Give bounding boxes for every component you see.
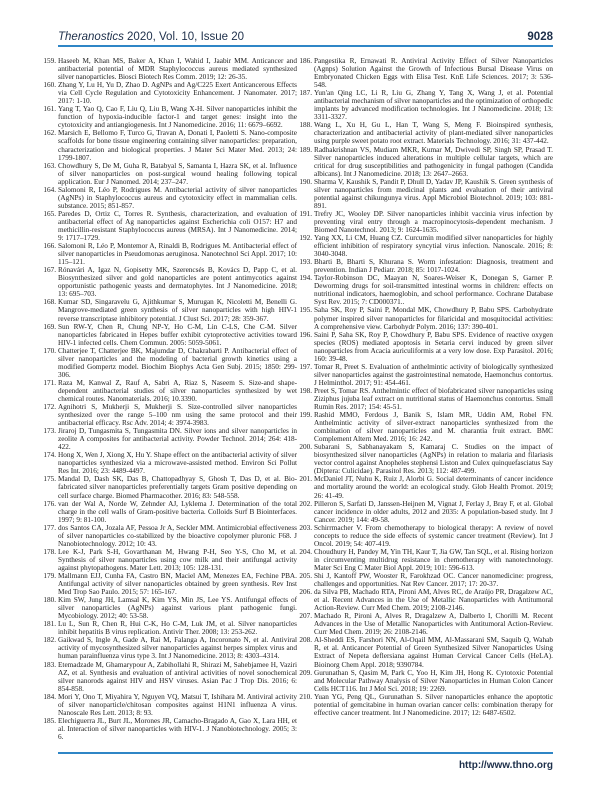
reference-text: Yang XX, Li CM, Huang CZ. Curcumin modified silver nanoparticles for highly efficient inhibition of respiratory syncytial virus infection. Nanoscale. 2016; 8: 3040-3048. (314, 234, 553, 259)
reference-number: 174. (43, 451, 56, 460)
reference-text: Bharti B, Bharti S, Khurana S. Worm infestation: Diagnosis, treatment and prevention. Indian J Pediatr. 2018; 85: 1017-1024. (314, 258, 553, 275)
reference-text: Subarani S, Sabhanayakam S, Kamaraj C. Studies on the impact of biosynthesized silver nanoparticles (AgNPs) in relation to malaria and filariasis vector control against Anopheles stephensi Liston and Culex quinquefasciatus Say (Diptera: Culicidae). Parasitol Res. 2013; 112: 487-499. (314, 443, 553, 476)
reference-number: 206. (299, 588, 312, 597)
reference-item (298, 572, 553, 588)
reference-text: Preet S, Tomar RS. Anthelmintic effect of biofabricated silver nanoparticles using Ziziphus jujuba leaf extract on nutritional status of Haemonchus contortus. Small Rumin Res. 2017; 154: 45-51. (314, 386, 553, 412)
reference-number: 184. (43, 692, 56, 701)
journal-name: Theranostics (58, 31, 124, 43)
reference-item (298, 146, 553, 178)
reference-text: Schirrmacher V. From chemotherapy to biological therapy: A review of novel concepts to reduce the side effects of systemic cancer treatment (Review). Int J Oncol. 2019; 54: 407-419. (314, 523, 553, 548)
reference-item (42, 693, 297, 717)
reference-text: Chowdhury S, De M, Guha R, Batabyal S, Samanta I, Hazra SK, et al. Influence of silver nanoparticles on post-surgical wound healing following topical application. Eur J Nanomed. 2014; 237–247. (58, 161, 297, 186)
reference-number: 188. (299, 121, 312, 130)
reference-number: 165. (43, 209, 56, 218)
reference-item (298, 475, 553, 499)
reference-number: 198. (299, 386, 312, 395)
reference-text: Marsich E, Bellomo F, Turco G, Travan A, Donati I, Paoletti S. Nano-composite scaffolds for bone tissue engineering containing silver nanoparticles: preparation, characterization and biological properties. J Mater Sci Mater Med. 2013; 24: 1799-1807. (58, 129, 297, 162)
reference-text: Salomoni R, Léo P, Montemor A, Rinaldi B, Rodrigues M. Antibacterial effect of silver nanoparticles in Pseudomonas aeruginosa. Nanotechnol Sci Appl. 2017; 10: 115–121. (58, 242, 297, 267)
reference-item (298, 306, 553, 330)
reference-item (42, 298, 297, 322)
reference-text: van der Wal A, Norde W, Zehnder AJ, Lyklema J. Determination of the total charge in the cell walls of Gram-positive bacteria. Colloids Surf B Biointerfaces. 1997; 9: 81-100. (58, 499, 297, 524)
reference-text: Taylor-Robinson DC, Maayan N, Soares-Weiser K, Donegan S, Garner P. Deworming drugs for soil-transmitted intestinal worms in children: effects on nutritional indicators, haemoglobin, and school performance. Cochrane Database Syst Rev. 2015; 7: CD000371.. (314, 274, 553, 307)
reference-item (298, 636, 553, 668)
reference-text: Chatterjee T, Chatterjee BK, Majumdar D, Chakrabarti P. Antibacterial effect of silver nanoparticles and the modeling of bacterial growth kinetics using a modified Gompertz model. Biochim Biophys Acta Gen Subj. 2015; 1850: 299-306. (58, 346, 297, 379)
reference-item (298, 588, 553, 612)
reference-item (298, 258, 553, 274)
reference-item (42, 427, 297, 451)
reference-number: 210. (299, 692, 312, 701)
reference-number: 196. (299, 330, 312, 339)
reference-number: 180. (43, 596, 56, 605)
reference-item (42, 620, 297, 636)
journal-title (58, 31, 244, 43)
reference-number: 167. (43, 266, 56, 275)
reference-number: 164. (43, 185, 56, 194)
reference-text: Pangestika R, Ernawati R. Antiviral Activity Effect of Silver Nanoparticles (Agnps) Solution Against the Growth of Infectious Bursal Disease Virus on Embryonated Chicken Eggs with Elisa Test. KnE Life Sciences. 2017; 3: 536-548. (314, 57, 553, 90)
reference-text: Hong X, Wen J, Xiong X, Hu Y. Shape effect on the antibacterial activity of silver nanoparticles synthesized via a microwave-assisted method. Environ Sci Pollut Res Int. 2016; 23: 4489-4497. (58, 451, 297, 476)
reference-item (298, 121, 553, 145)
page-number: 9028 (527, 31, 553, 43)
reference-number: 172. (43, 403, 56, 412)
reference-item (42, 475, 297, 499)
journal-volume-issue: 2020, Vol. 10, Issue 20 (123, 31, 245, 43)
reference-text: Wang L, Xu H, Gu L, Han T, Wang S, Meng F. Bioinspired synthesis, characterization and antibacterial activity of plant-mediated silver nanoparticles using purple sweet potato root extract. Materials Technology. 2016; 31: 437-442. (314, 121, 553, 146)
reference-number: 201. (299, 475, 312, 484)
reference-text: Kim SW, Jung JH, Lamsal K, Kim YS, Min JS, Lee YS. Antifungal effects of silver nanoparticles (AgNPs) against various plant pathogenic fungi. Mycobiology. 2012; 40: 53-58. (58, 596, 297, 621)
reference-text: Rónavári A, Igaz N, Gopisetty MK, Szerencsés B, Kovács D, Papp C, et al. Biosynthesized silver and gold nanoparticles are potent antimycotics against opportunistic pathogenic yeasts and dermatophytes. Int J Nanomedicine. 2018; 13: 695–703. (58, 266, 297, 299)
reference-number: 202. (299, 499, 312, 508)
reference-item (42, 266, 297, 298)
reference-text: Lu L, Sun R, Chen R, Hui C-K, Ho C-M, Luk JM, et al. Silver nanoparticles inhibit hepatitis B virus replication. Antivir Ther. 2008; 13: 253-262. (58, 620, 297, 637)
reference-number: 183. (43, 660, 56, 669)
reference-number: 193. (299, 258, 312, 267)
reference-number: 199. (299, 411, 312, 420)
reference-text: Choudhury H, Pandey M, Yin TH, Kaur T, Jia GW, Tan SQL, et al. Rising horizon in circumventing multidrug resistance in chemotherapy with nanotechnology. Mater Sci Eng C Mater Biol Appl. 2019; 101: 596-613. (314, 547, 553, 572)
reference-text: Paredes D, Ortiz C, Torres R. Synthesis, characterization, and evaluation of antibacterial effect of Ag nanoparticles against Escherichia coli O157: H7 and methicillin-resistant Staphylococcus aureus (MRSA). Int J Nanomedicine. 2014; 9: 1717–1729. (58, 209, 297, 243)
reference-number: 175. (43, 475, 56, 484)
reference-number: 181. (43, 620, 56, 629)
reference-text: dos Santos CA, Jozala AF, Pessoa Jr A, Seckler MM. Antimicrobial effectiveness of silver nanoparticles co-stabilized by the bioactive copolymer pluronic F68. J Nanobiotechnology. 2012; 10: 43. (58, 523, 297, 548)
reference-item (298, 612, 553, 636)
reference-item (42, 717, 297, 741)
reference-number: 185. (43, 716, 56, 725)
reference-item (42, 572, 297, 596)
reference-text: Mallmann EJJ, Cunha FA, Castro BN, Maciel AM, Menezes EA, Fechine PBA. Antifungal activity of silver nanoparticles obtained by green synthesis. Rev Inst Med Trop Sao Paulo. 2015; 57: 165-167. (58, 572, 297, 597)
reference-item (298, 331, 553, 363)
reference-item (298, 524, 553, 548)
reference-text: Tomar R, Preet S. Evaluation of anthelmintic activity of biologically synthesized silver nanoparticles against the gastrointestinal nematode, Haemonchus contortus. J Helminthol. 2017; 91: 454-461. (314, 362, 553, 387)
reference-text: Trefry JC, Wooley DP. Silver nanoparticles inhibit vaccinia virus infection by preventing viral entry through a macropinocytosis-dependent mechanism. J Biomed Nanotechnol. 2013; 9: 1624-1635. (314, 209, 553, 234)
reference-item (298, 411, 553, 443)
reference-number: 197. (299, 362, 312, 371)
reference-number: 203. (299, 523, 312, 532)
journal-url-link[interactable]: http://www.thno.org (458, 760, 553, 771)
references-right-column (298, 57, 553, 717)
reference-number: 161. (43, 105, 56, 114)
reference-text: Lee K-J, Park S-H, Govarthanan M, Hwang P-H, Seo Y-S, Cho M, et al. Synthesis of silver nanoparticles using cow milk and their antifungal activity against phytopathogens. Mater Lett. 2013; 105: 128-131. (58, 547, 297, 572)
reference-item (42, 500, 297, 524)
reference-item (298, 387, 553, 411)
reference-text: Raza M, Kanwal Z, Rauf A, Sabri A, Riaz S, Naseem S. Size-and shape-dependent antibacterial studies of silver nanoparticles synthesized by wet chemical routes. Nanomaterials. 2016; 10.3390. (58, 378, 297, 403)
header-divider (58, 45, 553, 47)
reference-number: 182. (43, 636, 56, 645)
reference-item (298, 363, 553, 387)
reference-number: 162. (43, 129, 56, 138)
reference-item (42, 162, 297, 186)
reference-number: 169. (43, 322, 56, 331)
reference-item (298, 57, 553, 89)
reference-text: Shi J, Kantoff PW, Wooster R, Farokhzad OC. Cancer nanomedicine: progress, challenges and opportunities. Nat Rev Cancer. 2017; 17: 20-37. (314, 572, 553, 589)
reference-item (42, 323, 297, 347)
reference-item (42, 81, 297, 105)
reference-item (42, 347, 297, 379)
reference-number: 191. (299, 209, 312, 218)
reference-number: 171. (43, 378, 56, 387)
reference-text: Salomoni R, Léo P, Rodrigues M. Antibacterial activity of silver nanoparticles (AgNPs) in Staphylococcus aureus and cytotoxicity effect in mammalian cells. substance. 2015; 851-857. (58, 185, 297, 210)
reference-number: 179. (43, 572, 56, 580)
reference-text: Rashid MMO, Ferdous J, Banik S, Islam MR, Uddin AM, Robel FN. Anthelmintic activity of silver-extract nanoparticles synthesized from the combination of silver nanoparticles and M. charantia fruit extract. BMC Complement Altern Med. 2016; 16: 242. (314, 411, 553, 444)
reference-item (42, 105, 297, 129)
reference-item (42, 661, 297, 693)
reference-number: 159. (43, 57, 56, 65)
reference-item (42, 129, 297, 161)
reference-item (42, 596, 297, 620)
reference-text: Gurunathan S, Qasim M, Park C, Yoo H, Kim JH, Hong K. Cytotoxic Potential and Molecular Pathway Analysis of Silver Nanoparticles in Human Colon Cancer Cells HCT116. Int J Mol Sci. 2018; 19: 2269. (314, 668, 553, 693)
reference-number: 186. (299, 57, 312, 65)
reference-text: Mori Y, Ono T, Miyahira Y, Nguyen VQ, Matsui T, Ishihara M. Antiviral activity of silver nanoparticle/chitosan composites against H1N1 influenza A virus. Nanoscale Res Lett. 2013; 8: 93. (58, 692, 297, 717)
reference-item (298, 210, 553, 234)
reference-item (42, 242, 297, 266)
reference-item (42, 186, 297, 210)
reference-text: McDaniel JT, Nuhu K, Ruiz J, Alorbi G. Social determinants of cancer incidence and mortality around the world: an ecological study. Glob Health Promot. 2019; 26: 41-49. (314, 475, 553, 500)
reference-text: Haseeb M, Khan MS, Baker A, Khan I, Wahid I, Jaabir MM. Anticancer and antibacterial potential of MDR Staphylococcus aureus mediated synthesized silver nanoparticles. Biosci Biotech Res Comm. 2019; 12: 26-35. (58, 57, 297, 82)
reference-text: Al-Sheddi ES, Farshori NN, Al-Oqail MM, Al-Massarani SM, Saquib Q, Wahab R, et al. Anticancer Potential of Green Synthesized Silver Nanoparticles Using Extract of Nepeta deflersiana against Human Cervical Cancer Cells (HeLA). Bioinorg Chem Appl. 2018; 9390784. (314, 636, 553, 669)
reference-item (298, 274, 553, 306)
reference-text: Sharma V, Kaushik S, Pandit P, Dhull D, Yadav JP, Kaushik S. Green synthesis of silver nanoparticles from medicinal plants and evaluation of their antiviral potential against chikungunya virus. Appl Microbiol Biotechnol. 2019; 103: 881-891. (314, 177, 553, 210)
reference-item (298, 693, 553, 717)
reference-number: 200. (299, 443, 312, 452)
reference-text: Etemadzade M, Ghamarypour A, Zabihollahi R, Shirazi M, Sahebjamee H, Vaziri AZ, et al. Synthesis and evaluation of antiviral activities of novel sonochemical silver nanorods against HIV and HSV viruses. Asian Pac J Trop Dis. 2016; 6: 854-858. (58, 660, 297, 693)
reference-number: 173. (43, 427, 56, 436)
reference-text: Pilleron S, Sarfati D, Janssen-Heijnen M, Vignat J, Ferlay J, Bray F, et al. Global cancer incidence in older adults, 2012 and 2035: A population-based study. Int J Cancer. 2019; 144: 49-58. (314, 499, 553, 524)
reference-number: 192. (299, 234, 312, 243)
reference-item (42, 451, 297, 475)
reference-text: Machado R, Pironi A, Alves R, Dragalzew A, Dalberto I, Chorilli M. Recent Advances in the Use of Metallic Nanoparticles with Antitumoral Action-Review. Curr Med Chem. 2019; 26: 2108-2146. (314, 612, 553, 637)
reference-number: 208. (299, 636, 312, 645)
reference-text: Saini P, Saha SK, Roy P, Chowdhury P, Babu SPS. Evidence of reactive oxygen species (ROS) mediated apoptosis in Setaria cervi induced by green silver nanoparticles from Acacia auriculiformis at a very low dose. Exp Parasitol. 2016; 160: 39-48. (314, 330, 553, 363)
reference-text: Radhakrishnan VS, Mudiam MKR, Kumar M, Dwivedi SP, Singh SP, Prasad T. Silver nanoparticles induced alterations in multiple cellular targets, which are critical for drug susceptibilities and pathogenicity in fungal pathogen (Candida albicans). Int J Nanomedicine. 2018; 13: 2647–2663. (314, 145, 553, 178)
reference-number: 187. (299, 89, 312, 98)
reference-item (42, 636, 297, 660)
reference-item (42, 210, 297, 242)
reference-number: 209. (299, 668, 312, 677)
reference-number: 168. (43, 298, 56, 307)
reference-text: Gaikwad S, Ingle A, Gade A, Rai M, Falanga A, Incoronato N, et al. Antiviral activity of mycosynthesized silver nanoparticles against herpes simplex virus and human parainfluenza virus type 3. Int J Nanomedicine. 2013; 8: 4303–4314. (58, 636, 297, 661)
page-header (58, 31, 553, 45)
reference-number: 194. (299, 274, 312, 283)
reference-text: Agnihotri S, Mukherji S, Mukherji S. Size-controlled silver nanoparticles synthesized over the range 5–100 nm using the same protocol and their antibacterial efficacy. Rsc Adv. 2014; 4: 3974-3983. (58, 403, 297, 428)
reference-text: Zhang Y, Lu H, Yu D, Zhao D. AgNPs and Ag/C225 Exert Anticancerous Effects via Cell Cycle Regulation and Cytotoxicity Enhancement. J Nanomater. 2017; 2017: 1-10. (58, 81, 297, 106)
reference-number: 163. (43, 161, 56, 170)
reference-text: Kumar SD, Singaravelu G, Ajithkumar S, Murugan K, Nicoletti M, Benelli G. Mangrove-mediated green synthesis of silver nanoparticles with high HIV-1 reverse transcriptase inhibitory potential. J Clust Sci. 2017; 28: 359-367. (58, 298, 297, 323)
reference-number: 190. (299, 177, 312, 186)
reference-number: 189. (299, 145, 312, 154)
reference-number: 178. (43, 547, 56, 556)
reference-text: Yun'an Qing LC, Li R, Liu G, Zhang Y, Tang X, Wang J, et al. Potential antibacterial mechanism of silver nanoparticles and the optimization of orthopedic implants by advanced modification technologies. Int J Nanomedicine. 2018; 13: 3311-3327. (314, 89, 553, 122)
reference-text: Mandal D, Dash SK, Das B, Chattopadhyay S, Ghosh T, Das D, et al. Bio-fabricated silver nanoparticles preferentially targets Gram positive depending on cell surface charge. Biomed Pharmacother. 2016; 83: 548-558. (58, 475, 297, 500)
reference-text: da Silva PB, Machado RTA, Pironi AM, Alves RC, de Araújo PR, Dragalzew AC, et al. Recent Advances in the Use of Metallic Nanoparticles with Antitumoral Action-Review. Curr Med Chem. 2019; 2108-2146. (314, 588, 553, 613)
reference-number: 176. (43, 499, 56, 508)
reference-number: 170. (43, 346, 56, 355)
reference-item (298, 548, 553, 572)
reference-item (42, 57, 297, 81)
reference-number: 177. (43, 523, 56, 532)
reference-text: Elechiguerra JL, Burt JL, Morones JR, Camacho-Bragado A, Gao X, Lara HH, et al. Interaction of silver nanoparticles with HIV-1. J Nanobiotechnology. 2005; 3: 6. (58, 716, 297, 741)
references-left-column (42, 57, 297, 741)
reference-number: 205. (299, 572, 312, 580)
reference-item (42, 548, 297, 572)
reference-number: 195. (299, 306, 312, 315)
reference-item (42, 379, 297, 403)
reference-text: Yuan YG, Peng QL, Gurunathan S. Silver nanoparticles enhance the apoptotic potential of gemcitabine in human ovarian cancer cells: combination therapy for effective cancer treatment. Int J Nanomedicine. 2017; 12: 6487-6502. (314, 692, 553, 717)
reference-item (298, 89, 553, 121)
footer-divider (58, 752, 553, 754)
reference-number: 166. (43, 242, 56, 251)
reference-number: 207. (299, 612, 312, 621)
reference-item (298, 178, 553, 210)
reference-item (42, 524, 297, 548)
reference-text: Sun RW-Y, Chen R, Chung NP-Y, Ho C-M, Lin C-LS, Che C-M. Silver nanoparticles fabricated in Hepes buffer exhibit cytoprotective activities toward HIV-1 infected cells. Chem Commun. 2005: 5059-5061. (58, 322, 297, 347)
reference-item (298, 234, 553, 258)
reference-text: Yang T, Yao Q, Cao F, Liu Q, Liu B, Wang X-H. Silver nanoparticles inhibit the function of hypoxia-inducible factor-1 and target genes: insight into the cytotoxicity and antiangiogenesis. Int J Nanomedicine. 2016; 11: 6679–6692. (58, 105, 297, 130)
reference-item (298, 443, 553, 475)
reference-number: 204. (299, 547, 312, 556)
reference-text: Saha SK, Roy P, Saini P, Mondal MK, Chowdhury P, Babu SPS. Carbohydrate polymer inspired silver nanoparticles for filaricidal and mosquitocidal activities: A comprehensive view. Carbohydr Polym. 2016; 137: 390-401. (314, 306, 553, 331)
reference-text: Jiraroj D, Tungasmita S, Tungasmita DN. Silver ions and silver nanoparticles in zeolite A composites for antibacterial activity. Powder Technol. 2014; 264: 418-422. (58, 427, 297, 452)
reference-number: 160. (43, 81, 56, 90)
reference-item (42, 403, 297, 427)
reference-item (298, 669, 553, 693)
reference-item (298, 500, 553, 524)
